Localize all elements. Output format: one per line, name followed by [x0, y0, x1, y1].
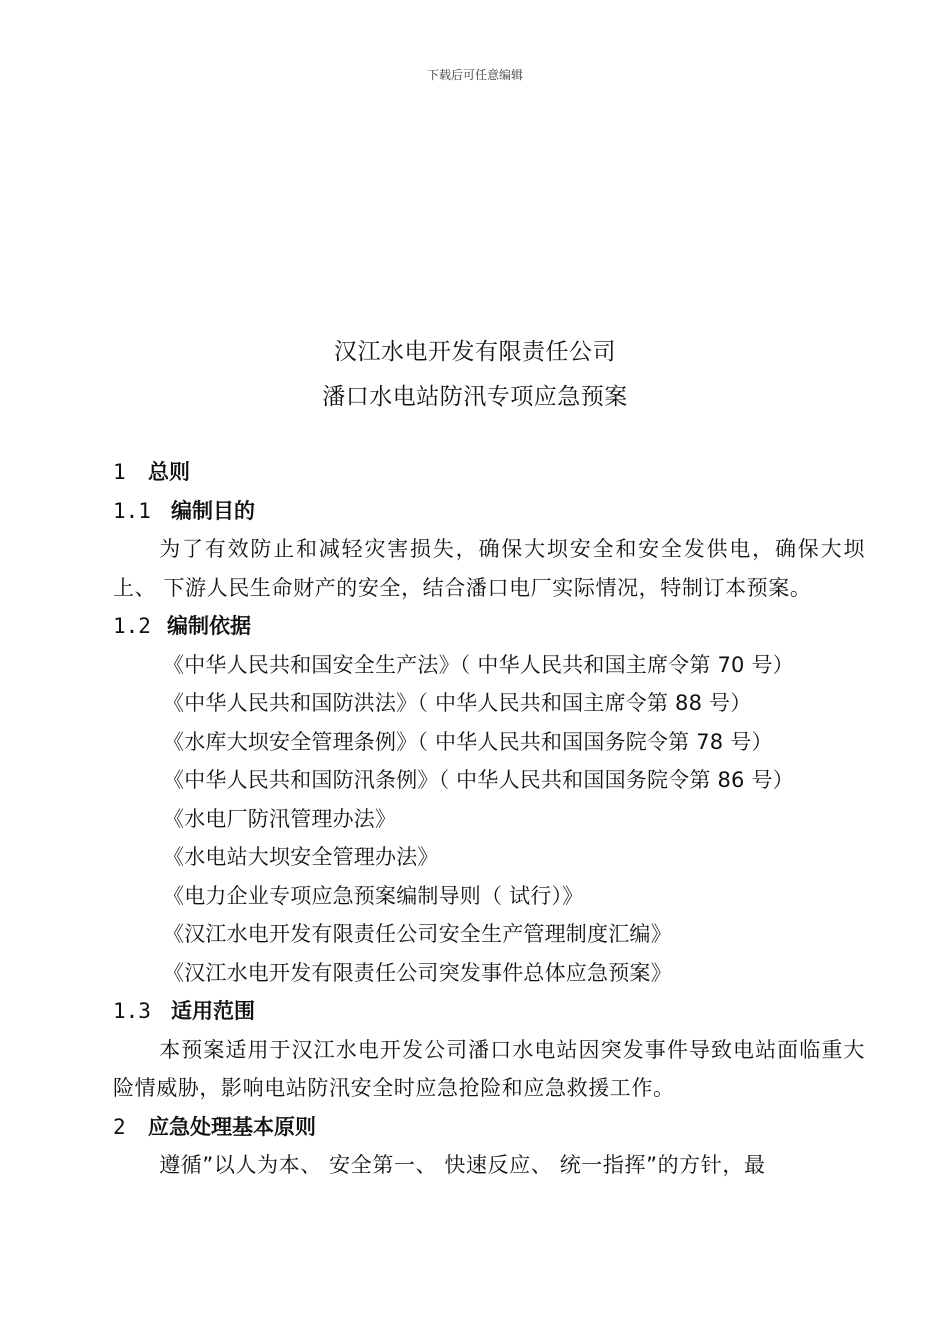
section-1-3-heading: [113, 992, 865, 1031]
section-1-3-paragraph: 本预案适用于汉江水电开发公司潘口水电站因突发事件导致电站面临重大险情威胁，影响电站防汛安全时应急抢险和应急救援工作。: [113, 1037, 865, 1100]
reference-list: [113, 646, 865, 993]
section-title: 适用范围: [171, 999, 255, 1023]
reference-item: 《中华人民共和国防洪法》（ 中华人民共和国主席令第 88 号）: [163, 691, 752, 715]
section-number: 2: [113, 1114, 126, 1139]
section-1-1-paragraph: 为了有效防止和减轻灾害损失，确保大坝安全和安全发供电，确保大坝上、 下游人民生命财产的安全，结合潘口电厂实际情况，特制订本预案。: [113, 537, 865, 600]
section-1-1-heading: [113, 492, 865, 531]
section-2-heading: [113, 1108, 865, 1147]
section-1-heading: [113, 453, 865, 492]
document-body: [113, 453, 865, 1185]
section-title: 总则: [148, 460, 190, 484]
reference-item: 《中华人民共和国防汛条例》（ 中华人民共和国国务院令第 86 号）: [163, 768, 794, 792]
document-title-plan: 潘口水电站防汛专项应急预案: [322, 384, 628, 410]
reference-item: 《水电站大坝安全管理办法》: [163, 845, 439, 869]
section-title: 编制依据: [167, 614, 251, 638]
section-number: 1.1: [113, 498, 151, 523]
section-2-paragraph: 遵循”以人为本、 安全第一、 快速反应、 统一指挥”的方针，最: [159, 1153, 766, 1177]
reference-item: 《水库大坝安全管理条例》（ 中华人民共和国国务院令第 78 号）: [163, 729, 773, 754]
page-header-note: 下载后可任意编辑: [426, 68, 523, 82]
reference-item: 《水电厂防汛管理办法》: [163, 806, 397, 831]
section-number: 1.3: [113, 999, 151, 1023]
section-title: 应急处理基本原则: [148, 1114, 316, 1139]
section-1-2-heading: [113, 607, 865, 646]
reference-item: 《汉江水电开发有限责任公司安全生产管理制度汇编》: [163, 922, 672, 946]
section-number: 1.2: [113, 614, 151, 638]
section-number: 1: [113, 460, 126, 484]
reference-item: 《汉江水电开发有限责任公司突发事件总体应急预案》: [163, 960, 672, 985]
reference-item: 《中华人民共和国安全生产法》（ 中华人民共和国主席令第 70 号）: [163, 652, 794, 677]
document-title-company: 汉江水电开发有限责任公司: [334, 339, 616, 365]
section-title: 编制目的: [171, 498, 255, 523]
reference-item: 《电力企业专项应急预案编制导则（ 试行）》: [163, 883, 584, 908]
